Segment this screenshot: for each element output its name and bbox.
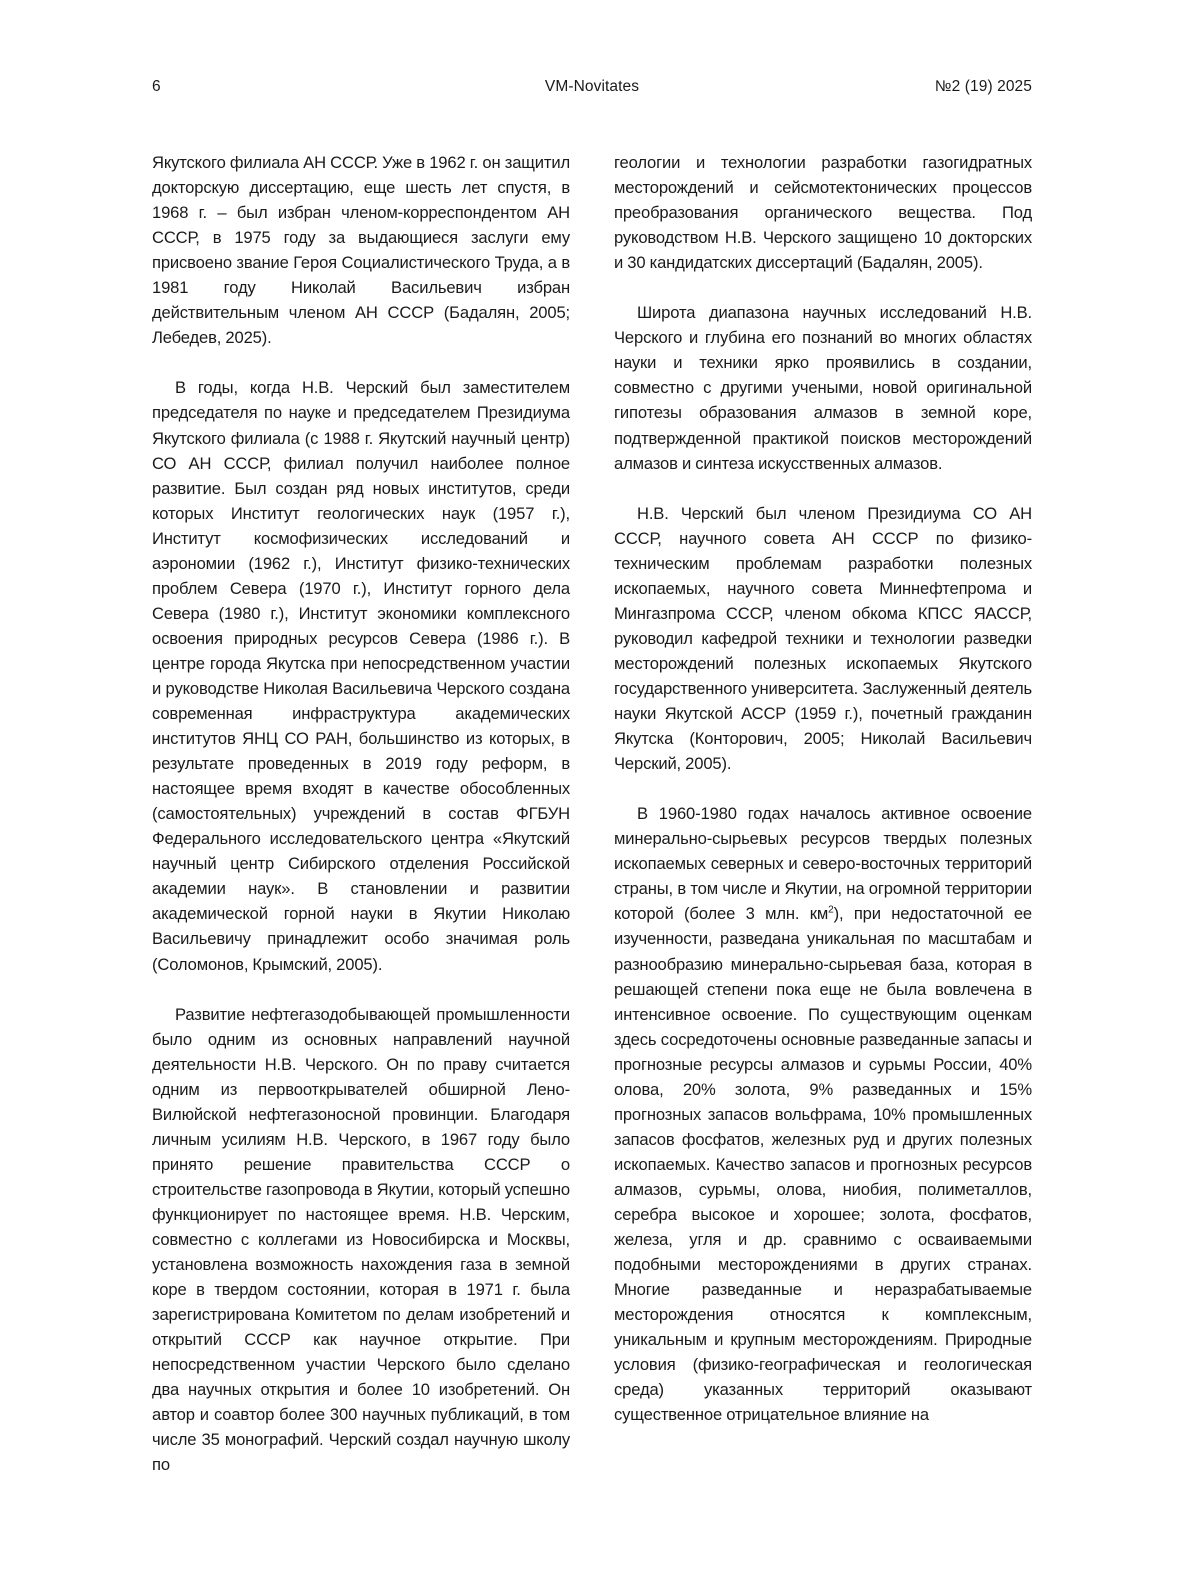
page-header: [152, 78, 1032, 100]
paragraph-right-4-part-a: В 1960-1980 годах началось активное освоение минерально-сырьевых ресурсов твердых полезных ископаемых северных и северо-восточных территорий страны, в том числе и Якутии, на огромной территории которой (более 3 млн. км: [614, 804, 1032, 924]
left-column: [152, 150, 570, 1477]
paragraph-right-2: Широта диапазона научных исследований Н.В. Черского и глубина его познаний во многих областях науки и техники ярко проявились в создании, совместно с другими учеными, новой оригинальной гипотезы образования алмазов в земной коре, подтвержденной практикой поисков месторождений алмазов и синтеза искусственных алмазов.: [614, 303, 1032, 473]
page-number: 6: [152, 78, 161, 95]
issue-label: №2 (19) 2025: [934, 78, 1032, 95]
paragraph-left-2: В годы, когда Н.В. Черский был заместителем председателя по науке и председателем Президиума Якутского филиала (с 1988 г. Якутский научный центр) СО АН СССР, филиал получил наиболее полное развитие. Был создан ряд новых институтов, среди которых Институт геологических наук (1957 г.), Институт космофизических исследований и аэрономии (1962 г.), Институт физико-технических проблем Севера (1970 г.), Институт горного дела Севера (1980 г.), Институт экономики комплексного освоения природных ресурсов Севера (1986 г.). В центре города Якутска при непосредственном участии и руководстве Николая Васильевича Черского создана современная инфраструктура академических институтов ЯНЦ СО РАН, большинство из которых, в результате проведенных в 2019 году реформ, в настоящее время входят в качестве обособленных (самостоятельных) учреждений в состав ФГБУН Федерального исследовательского центра «Якутский научный центр Сибирского отделения Российской академии наук». В становлении и развитии академической горной науки в Якутии Николаю Васильевичу принадлежит особо значимая роль (Соломонов, Крымский, 2005).: [152, 378, 570, 974]
journal-title: VM-Novitates: [544, 78, 640, 95]
paragraph-right-4: [614, 801, 1032, 1427]
paragraph-right-1: геологии и технологии разработки газогидратных месторождений и сейсмотектонических процессов преобразования органического вещества. Под руководством Н.В. Черского защищено 10 докторских и 30 кандидатских диссертаций (Бадалян, 2005).: [614, 153, 1032, 273]
paragraph-left-3: Развитие нефтегазодобывающей промышленности было одним из основных направлений научной деятельности Н.В. Черского. Он по праву считается одним из первооткрывателей обширной Лено-Вилюйской нефтегазоносной провинции. Благодаря личным усилиям Н.В. Черского, в 1967 году было принято решение правительства СССР о строительстве газопровода в Якутии, который успешно функционирует по настоящее время. Н.В. Черским, совместно с коллегами из Новосибирска и Москвы, установлена возможность нахождения газа в земной коре в твердом состоянии, которая в 1971 г. была зарегистрирована Комитетом по делам изобретений и открытий СССР как научное открытие. При непосредственном участии Черского было сделано два научных открытия и более 10 изобретений. Он автор и соавтор более 300 научных публикаций, в том числе 35 монографий. Черский создал научную школу по: [152, 1004, 570, 1475]
paragraph-left-1: Якутского филиала АН СССР. Уже в 1962 г. он защитил докторскую диссертацию, еще шесть лет спустя, в 1968 г. – был избран членом-корреспондентом АН СССР, в 1975 году за выдающиеся заслуги ему присвоено звание Героя Социалистического Труда, а в 1981 году Николай Васильевич избран действительным членом АН СССР (Бадалян, 2005; Лебедев, 2025).: [152, 153, 570, 348]
superscript-squared: 2: [828, 904, 834, 916]
paragraph-right-4-part-b: ), при недостаточной ее изученности, разведана уникальная по масштабам и разнообразию минерально-сырьевая база, которая в решающей степени пока еще не была вовлечена в интенсивное освоение. По существующим оценкам здесь сосредоточены основные разведанные запасы и прогнозные ресурсы алмазов и сурьмы России, 40% олова, 20% золота, 9% разведанных и 15% прогнозных запасов вольфрама, 10% промышленных запасов фосфатов, железных руд и других полезных ископаемых. Качество запасов и прогнозных ресурсов алмазов, сурьмы, олова, ниобия, полиметаллов, серебра высокое и хорошее; золота, фосфатов, железа, угля и др. сравнимо с осваиваемыми подобными месторождениями в других странах. Многие разведанные и неразрабатываемые месторождения относятся к комплексным, уникальным и крупным месторождениям. Природные условия (физико-географическая и геологическая среда) указанных территорий оказывают существенное отрицательное влияние на: [614, 904, 1033, 1425]
right-column: [614, 150, 1032, 1427]
paragraph-right-3: Н.В. Черский был членом Президиума СО АН СССР, научного совета АН СССР по физико-техническим проблемам разработки полезных ископаемых, научного совета Миннефтепрома и Мингазпрома СССР, членом обкома КПСС ЯАССР, руководил кафедрой техники и технологии разведки месторождений полезных ископаемых Якутского государственного университета. Заслуженный деятель науки Якутской АССР (1959 г.), почетный гражданин Якутска (Конторович, 2005; Николай Васильевич Черский, 2005).: [614, 503, 1032, 774]
